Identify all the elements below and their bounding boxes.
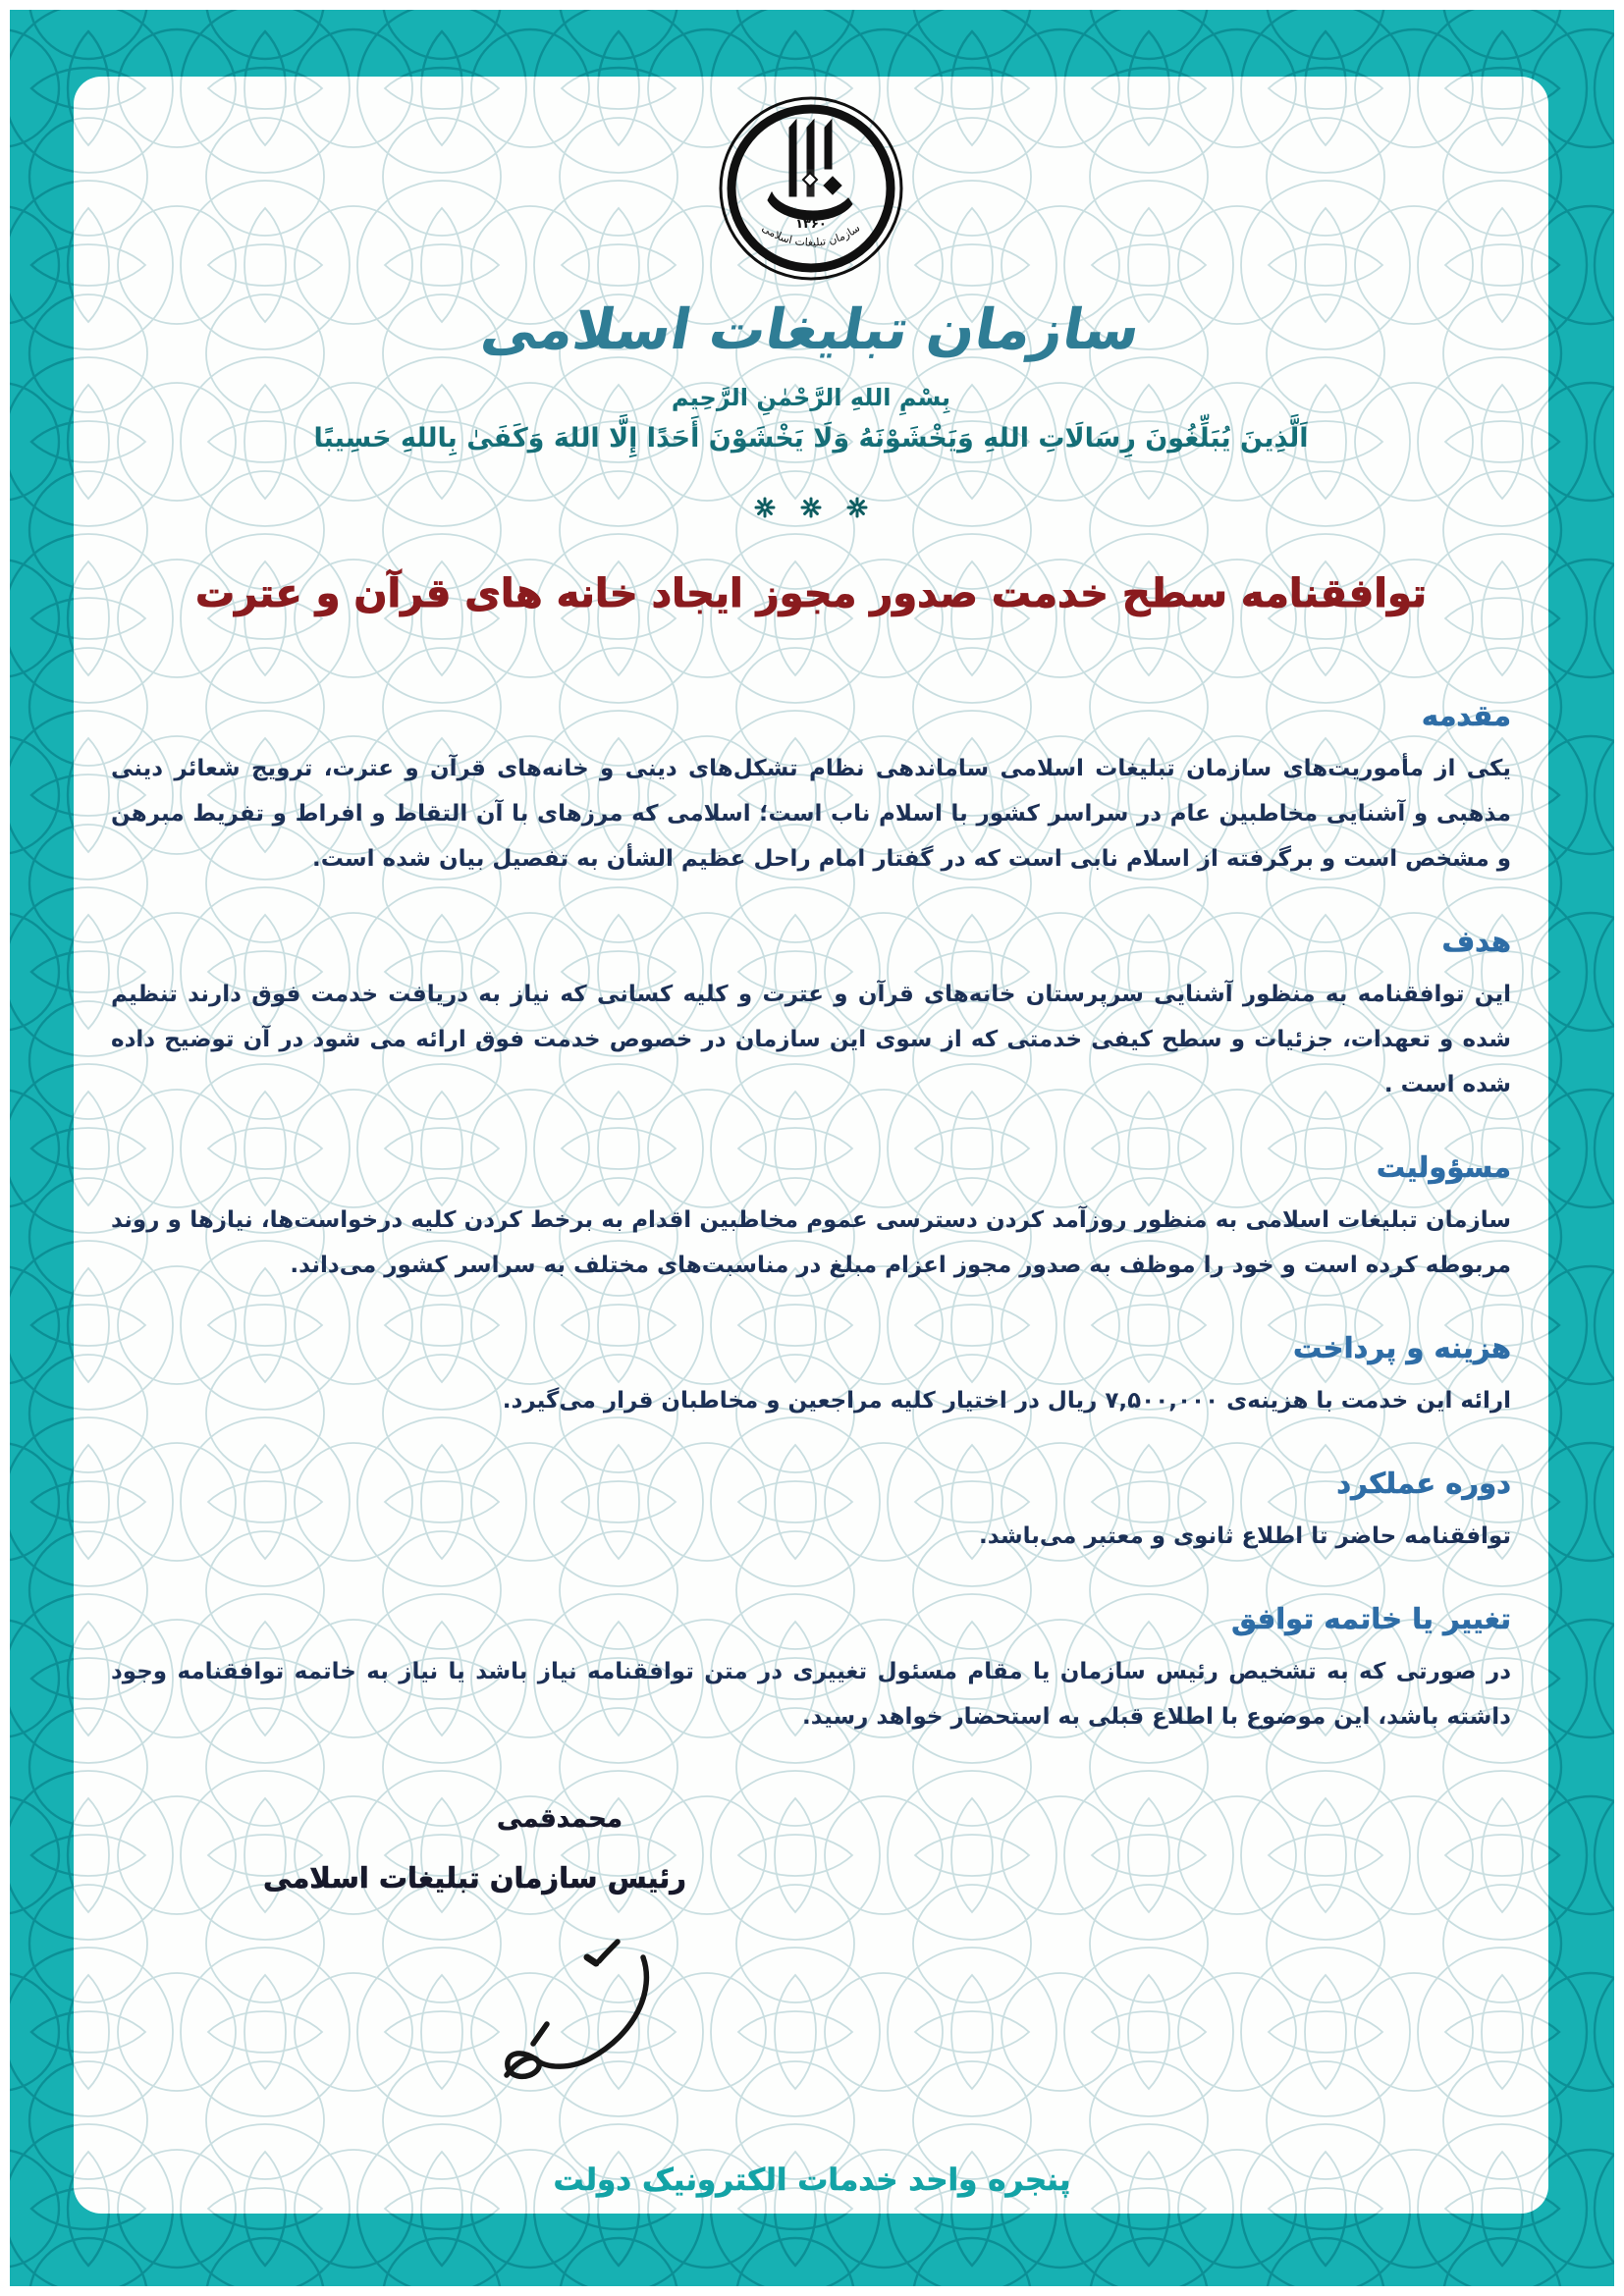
emblem-year: ۱۳۶۰ xyxy=(795,217,827,232)
section-body: توافقنامه حاضر تا اطلاع ثانوی و معتبر می‌باشد. xyxy=(979,1523,1511,1549)
sections xyxy=(74,699,1548,2128)
eight-petal-star-icon xyxy=(800,497,822,518)
section-taghir-khatemeh xyxy=(111,1602,1511,1739)
star-separator xyxy=(74,497,1548,522)
handwritten-signature-icon xyxy=(451,1930,677,2092)
organization-name-calligraphy: سازمان تبلیغات اسلامی xyxy=(476,297,1146,362)
section-masouliat xyxy=(111,1150,1511,1288)
emblem-small-name: سازمان تبلیغات اسلامی xyxy=(759,221,863,249)
section-heading: هدف xyxy=(1441,925,1511,958)
eight-petal-star-icon xyxy=(846,497,868,518)
section-body: ارائه این خدمت با هزینه‌ی ۷,۵۰۰,۰۰۰ ریال در اختیار کلیه مراجعین و مخاطبان قرار می‌گیرد. xyxy=(502,1388,1511,1414)
section-doreh-amalkard xyxy=(111,1467,1511,1559)
organization-emblem-icon xyxy=(713,90,909,292)
quran-verse-text: اَلَّذِينَ يُبَلِّغُونَ رِسَالَاتِ اللهِ وَيَخْشَوْنَهُ وَلَا يَخْشَوْنَ أَحَدًا إِلَّا اللهَ وَكَفَىٰ بِاللهِ حَسِيبًا xyxy=(313,423,1309,454)
document-title: توافقنامه سطح خدمت صدور مجوز ایجاد خانه های قرآن و عترت xyxy=(194,571,1428,616)
eight-petal-star-icon xyxy=(754,497,776,518)
section-body: سازمان تبلیغات اسلامی به منظور روزآمد کردن دسترسی عموم مخاطبین اقدام به برخط کردن کلیه درخواست‌ها، نیازها و روند مربوطه کرده است و خود را موظف به صدور مجوز اعزام مبلغ در مناسبت‌های مختلف به سراسر کشور می‌داند. xyxy=(111,1207,1511,1278)
section-heading: مقدمه xyxy=(1421,699,1511,732)
signatory-name: محمدقمی xyxy=(496,1804,623,1834)
section-body: در صورتی که به تشخیص رئیس سازمان یا مقام مسئول تغییری در متن توافقنامه نیاز باشد یا نیاز به خاتمه توافقنامه وجود داشته باشد، این موضوع با اطلاع قبلی به استحضار خواهد رسید. xyxy=(111,1659,1511,1730)
bismillah-text: بِسْمِ اللهِ الرَّحْمٰنِ الرَّحِيم xyxy=(671,384,951,411)
section-body: این توافقنامه به منظور آشنایی سرپرستان خانه‌های قرآن و عترت و کلیه کسانی که نیاز به دریافت خدمت فوق دارند تنظیم شده و تعهدات، جزئیات و سطح کیفی خدمتی که از سوی این سازمان در خصوص خدمت فوق ارائه می شود در آن توضیح داده شده است . xyxy=(111,982,1511,1097)
section-moghaddameh xyxy=(111,699,1511,881)
section-heading: تغییر یا خاتمه توافق xyxy=(1231,1602,1511,1635)
section-heading: دوره عملکرد xyxy=(1336,1467,1511,1500)
signature-block xyxy=(111,1804,1511,2128)
signatory-role: رئیس سازمان تبلیغات اسلامی xyxy=(263,1861,686,1895)
section-hadaf xyxy=(111,925,1511,1107)
footer-service-window: پنجره واحد خدمات الکترونیک دولت xyxy=(553,2163,1071,2198)
organization-logo xyxy=(74,90,1548,295)
section-hazineh-pardakht xyxy=(111,1331,1511,1423)
section-heading: مسؤولیت xyxy=(1376,1150,1511,1184)
section-body: یکی از مأموریت‌های سازمان تبلیغات اسلامی ساماندهی نظام تشکل‌های دینی و خانه‌های قرآن و عترت، ترویج شعائر دینی مذهبی و آشنایی مخاطبین عام در سراسر کشور با اسلام ناب است؛ اسلامی که مرزهای با آن التقاط و افراط و تفریط مبرهن و مشخص است و برگرفته از اسلام نابی است که در گفتار امام راحل عظیم الشأن به تفصیل بیان شده است. xyxy=(111,756,1511,872)
section-heading: هزینه و پرداخت xyxy=(1292,1331,1511,1364)
letter-content xyxy=(74,77,1548,2214)
